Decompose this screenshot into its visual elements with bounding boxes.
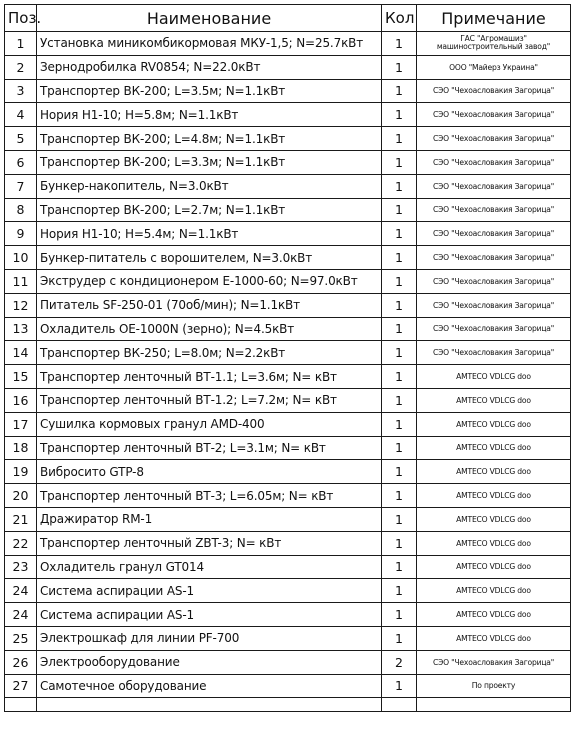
empty-row (5, 698, 571, 712)
row-name: Электрооборудование (37, 650, 382, 674)
row-pos: 7 (5, 174, 37, 198)
row-note: СЭО "Чехоасловакия Загорица" (417, 127, 571, 151)
row-note: AMTECO VDLCG doo (417, 626, 571, 650)
row-name: Транспортер ВК-200; L=3.5м; N=1.1кВт (37, 79, 382, 103)
row-pos: 9 (5, 222, 37, 246)
row-pos: 3 (5, 79, 37, 103)
header-qty: Кол (382, 5, 417, 32)
specification-table (4, 4, 571, 712)
row-pos: 21 (5, 507, 37, 531)
table-row (5, 555, 571, 579)
row-note: СЭО "Чехоасловакия Загорица" (417, 293, 571, 317)
row-qty: 1 (382, 246, 417, 270)
empty-cell (417, 698, 571, 712)
row-qty: 1 (382, 674, 417, 698)
row-pos: 6 (5, 150, 37, 174)
row-name: Транспортер ленточный ВТ-3; L=6.05м; N= кВт (37, 484, 382, 508)
row-name: Бункер-питатель с ворошителем, N=3.0кВт (37, 246, 382, 270)
row-name: Питатель SF-250-01 (70об/мин); N=1.1кВт (37, 293, 382, 317)
row-qty: 1 (382, 484, 417, 508)
row-note: AMTECO VDLCG doo (417, 388, 571, 412)
row-qty: 1 (382, 103, 417, 127)
row-note: AMTECO VDLCG doo (417, 365, 571, 389)
row-name: Транспортер ленточный ВТ-1.1; L=3.6м; N= кВт (37, 365, 382, 389)
row-pos: 5 (5, 127, 37, 151)
table-row (5, 674, 571, 698)
row-pos: 23 (5, 555, 37, 579)
row-qty: 1 (382, 32, 417, 56)
row-pos: 10 (5, 246, 37, 270)
row-name: Транспортер ленточный ZBT-3; N= кВт (37, 531, 382, 555)
row-pos: 13 (5, 317, 37, 341)
row-note: AMTECO VDLCG doo (417, 436, 571, 460)
row-pos: 16 (5, 388, 37, 412)
row-pos: 15 (5, 365, 37, 389)
empty-cell (37, 698, 382, 712)
row-qty: 1 (382, 436, 417, 460)
header-note: Примечание (417, 5, 571, 32)
row-name: Зернодробилка RV0854; N=22.0кВт (37, 55, 382, 79)
row-name: Транспортер ВК-250; L=8.0м; N=2.2кВт (37, 341, 382, 365)
table-row (5, 127, 571, 151)
row-note: СЭО "Чехоасловакия Загорица" (417, 79, 571, 103)
row-name: Нория Н1-10; Н=5.4м; N=1.1кВт (37, 222, 382, 246)
row-note: СЭО "Чехоасловакия Загорица" (417, 198, 571, 222)
table-row (5, 484, 571, 508)
row-note: AMTECO VDLCG doo (417, 507, 571, 531)
table-row (5, 246, 571, 270)
table-row (5, 531, 571, 555)
row-name: Охладитель гранул GT014 (37, 555, 382, 579)
row-qty: 2 (382, 650, 417, 674)
row-pos: 24 (5, 579, 37, 603)
row-note: По проекту (417, 674, 571, 698)
row-name: Транспортер ВК-200; L=3.3м; N=1.1кВт (37, 150, 382, 174)
row-qty: 1 (382, 579, 417, 603)
row-note: СЭО "Чехоасловакия Загорица" (417, 174, 571, 198)
row-pos: 26 (5, 650, 37, 674)
row-name: Система аспирации AS-1 (37, 579, 382, 603)
row-name: Электрошкаф для линии PF-700 (37, 626, 382, 650)
row-qty: 1 (382, 222, 417, 246)
table-row (5, 293, 571, 317)
row-qty: 1 (382, 341, 417, 365)
row-name: Установка миникомбикормовая МКУ-1,5; N=25.7кВт (37, 32, 382, 56)
row-note: СЭО "Чехоасловакия Загорица" (417, 341, 571, 365)
row-name: Охладитель ОЕ-1000N (зерно); N=4.5кВт (37, 317, 382, 341)
table-row (5, 365, 571, 389)
row-note: СЭО "Чехоасловакия Загорица" (417, 222, 571, 246)
row-qty: 1 (382, 388, 417, 412)
table-row (5, 603, 571, 627)
row-qty: 1 (382, 150, 417, 174)
table-row (5, 174, 571, 198)
row-qty: 1 (382, 198, 417, 222)
row-qty: 1 (382, 555, 417, 579)
row-name: Система аспирации AS-1 (37, 603, 382, 627)
table-row (5, 269, 571, 293)
row-note: AMTECO VDLCG doo (417, 555, 571, 579)
row-note: AMTECO VDLCG doo (417, 484, 571, 508)
row-note: AMTECO VDLCG doo (417, 412, 571, 436)
row-name: Сушилка кормовых гранул AMD-400 (37, 412, 382, 436)
row-qty: 1 (382, 531, 417, 555)
table-row (5, 32, 571, 56)
row-qty: 1 (382, 507, 417, 531)
row-name: Транспортер ленточный ВТ-1.2; L=7.2м; N= кВт (37, 388, 382, 412)
table-row (5, 150, 571, 174)
header-name: Наименование (37, 5, 382, 32)
table-row (5, 388, 571, 412)
table-row (5, 198, 571, 222)
table-row (5, 436, 571, 460)
row-qty: 1 (382, 79, 417, 103)
row-note: СЭО "Чехоасловакия Загорица" (417, 650, 571, 674)
row-qty: 1 (382, 127, 417, 151)
table-header-row (5, 5, 571, 32)
row-pos: 25 (5, 626, 37, 650)
row-name: Нория Н1-10; Н=5.8м; N=1.1кВт (37, 103, 382, 127)
row-pos: 17 (5, 412, 37, 436)
row-pos: 19 (5, 460, 37, 484)
row-note: ООО "Майерз Украина" (417, 55, 571, 79)
row-qty: 1 (382, 412, 417, 436)
row-pos: 2 (5, 55, 37, 79)
row-qty: 1 (382, 293, 417, 317)
row-qty: 1 (382, 626, 417, 650)
row-pos: 20 (5, 484, 37, 508)
row-pos: 24 (5, 603, 37, 627)
table-row (5, 55, 571, 79)
row-pos: 14 (5, 341, 37, 365)
table-row (5, 103, 571, 127)
row-name: Самотечное оборудование (37, 674, 382, 698)
specification-sheet (4, 4, 570, 712)
header-pos: Поз. (5, 5, 37, 32)
empty-cell (382, 698, 417, 712)
table-row (5, 79, 571, 103)
table-row (5, 412, 571, 436)
row-note: СЭО "Чехоасловакия Загорица" (417, 269, 571, 293)
row-qty: 1 (382, 317, 417, 341)
row-pos: 4 (5, 103, 37, 127)
table-row (5, 460, 571, 484)
row-qty: 1 (382, 174, 417, 198)
row-note: AMTECO VDLCG doo (417, 531, 571, 555)
row-note: СЭО "Чехоасловакия Загорица" (417, 317, 571, 341)
row-name: Транспортер ВК-200; L=4.8м; N=1.1кВт (37, 127, 382, 151)
table-row (5, 222, 571, 246)
row-note: AMTECO VDLCG doo (417, 579, 571, 603)
row-note: СЭО "Чехоасловакия Загорица" (417, 103, 571, 127)
row-note: СЭО "Чехоасловакия Загорица" (417, 246, 571, 270)
row-pos: 22 (5, 531, 37, 555)
row-name: Экструдер с кондиционером Е-1000-60; N=97.0кВт (37, 269, 382, 293)
table-row (5, 341, 571, 365)
row-qty: 1 (382, 460, 417, 484)
row-name: Вибросито GTP-8 (37, 460, 382, 484)
table-row (5, 317, 571, 341)
row-name: Дражиратор RM-1 (37, 507, 382, 531)
empty-cell (5, 698, 37, 712)
row-pos: 1 (5, 32, 37, 56)
row-note: ГАС "Агромашиз" машиностроительный завод" (417, 32, 571, 56)
table-row (5, 626, 571, 650)
row-name: Бункер-накопитель, N=3.0кВт (37, 174, 382, 198)
row-name: Транспортер ВК-200; L=2.7м; N=1.1кВт (37, 198, 382, 222)
row-name: Транспортер ленточный ВТ-2; L=3.1м; N= кВт (37, 436, 382, 460)
table-row (5, 507, 571, 531)
row-qty: 1 (382, 365, 417, 389)
row-note: СЭО "Чехоасловакия Загорица" (417, 150, 571, 174)
row-qty: 1 (382, 269, 417, 293)
row-pos: 8 (5, 198, 37, 222)
row-pos: 11 (5, 269, 37, 293)
row-pos: 12 (5, 293, 37, 317)
row-pos: 18 (5, 436, 37, 460)
row-qty: 1 (382, 55, 417, 79)
row-note: AMTECO VDLCG doo (417, 460, 571, 484)
row-qty: 1 (382, 603, 417, 627)
row-note: AMTECO VDLCG doo (417, 603, 571, 627)
table-row (5, 650, 571, 674)
table-row (5, 579, 571, 603)
row-pos: 27 (5, 674, 37, 698)
table-body (5, 32, 571, 712)
